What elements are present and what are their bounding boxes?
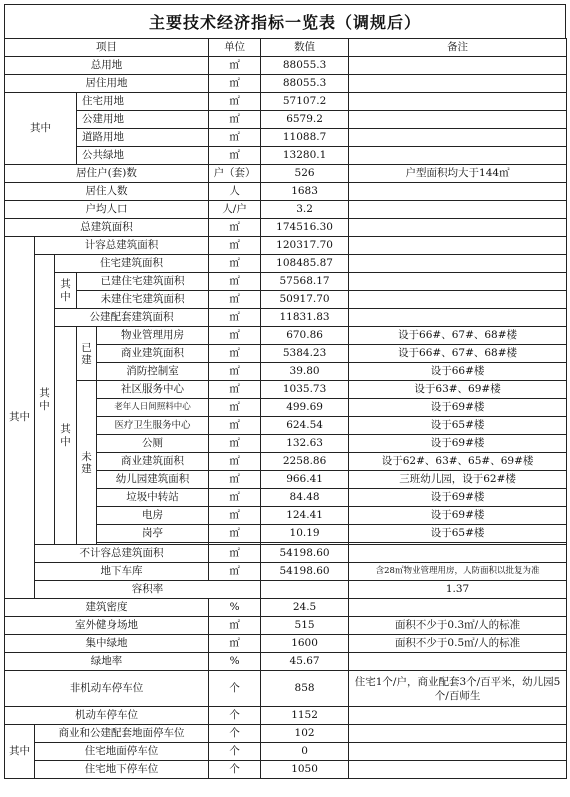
table-row: [5, 617, 567, 635]
cell-item: 商业建筑面积: [97, 345, 209, 363]
cell-value: 84.48: [261, 489, 349, 507]
header-value: 数值: [261, 39, 349, 57]
cell-unit: ㎡: [209, 147, 261, 165]
cell-value: 1683: [261, 183, 349, 201]
cell-unit: ㎡: [209, 399, 261, 417]
cell-value: 515: [261, 617, 349, 635]
header-item: 项目: [5, 39, 209, 57]
cell-unit: ㎡: [209, 435, 261, 453]
cell-value: 1152: [261, 707, 349, 725]
cell-value: 499.69: [261, 399, 349, 417]
cell-item: 商业建筑面积: [97, 453, 209, 471]
cell-note: [349, 291, 567, 309]
cell-item: 老年人日间照料中心: [97, 399, 209, 417]
cell-note: [349, 111, 567, 129]
cell-note: [349, 129, 567, 147]
cell-note: 含28㎡物业管理用房，人防面积以批复为准: [349, 563, 567, 581]
cell-value: 624.54: [261, 417, 349, 435]
cell-unit: 个: [209, 671, 261, 707]
cell-note: [349, 57, 567, 75]
cell-item: 住宅地下停车位: [35, 761, 209, 779]
cell-unit: ㎡: [209, 507, 261, 525]
cell-value: 13280.1: [261, 147, 349, 165]
table-row: [5, 671, 567, 707]
cell-item: 机动车停车位: [5, 707, 209, 725]
table-row: [5, 635, 567, 653]
cell-value: 108485.87: [261, 255, 349, 273]
cell-item: 公建用地: [77, 111, 209, 129]
cell-value: 45.67: [261, 653, 349, 671]
table-row: [5, 93, 567, 111]
cell-unit: ㎡: [209, 327, 261, 345]
cell-unit: ㎡: [209, 363, 261, 381]
cell-item: 计容总建筑面积: [35, 237, 209, 255]
cell-note: [349, 183, 567, 201]
cell-note: [349, 309, 567, 327]
cell-value: 0: [261, 743, 349, 761]
table-row: [5, 563, 567, 581]
cell-note: [349, 725, 567, 743]
cell-note: 设于62#、63#、65#、69#楼: [349, 453, 567, 471]
cell-item: 消防控制室: [97, 363, 209, 381]
cell-note: 设于63#、69#楼: [349, 381, 567, 399]
cell-item: 室外健身场地: [5, 617, 209, 635]
table-row: [5, 381, 567, 399]
cell-value: 57107.2: [261, 93, 349, 111]
cell-value: 858: [261, 671, 349, 707]
cell-unit: ㎡: [209, 635, 261, 653]
cell-item: 总建筑面积: [5, 219, 209, 237]
cell-unit: ㎡: [209, 525, 261, 543]
cell-note: 设于66#、67#、68#楼: [349, 327, 567, 345]
cell-note: 三班幼儿园，设于62#楼: [349, 471, 567, 489]
cell-note: 面积不少于0.3㎡/人的标准: [349, 617, 567, 635]
cell-item: 非机动车停车位: [5, 671, 209, 707]
table-row: [5, 725, 567, 743]
cell-item: 商业和公建配套地面停车位: [35, 725, 209, 743]
cell-item: 容积率: [35, 581, 261, 599]
cell-value: 88055.3: [261, 75, 349, 93]
group-label-qizhong-parking: 其中: [5, 725, 35, 779]
table-row: [5, 183, 567, 201]
cell-unit: 人: [209, 183, 261, 201]
cell-unit: ㎡: [209, 129, 261, 147]
cell-note: 设于69#楼: [349, 489, 567, 507]
group-label-qizhong-res: 其中: [55, 273, 77, 309]
cell-note: 户型面积均大于144㎡: [349, 165, 567, 183]
cell-unit: ㎡: [209, 417, 261, 435]
cell-value: 124.41: [261, 507, 349, 525]
group-label-qizhong-floor: 其中: [35, 255, 55, 545]
cell-item: 地下车库: [35, 563, 209, 581]
cell-unit: ㎡: [209, 57, 261, 75]
cell-unit: 个: [209, 725, 261, 743]
cell-value: 6579.2: [261, 111, 349, 129]
cell-value: 966.41: [261, 471, 349, 489]
cell-value: 526: [261, 165, 349, 183]
cell-note: 设于66#、67#、68#楼: [349, 345, 567, 363]
cell-note: 设于69#楼: [349, 507, 567, 525]
table-row: [5, 129, 567, 147]
cell-item: 垃圾中转站: [97, 489, 209, 507]
cell-note: 面积不少于0.5㎡/人的标准: [349, 635, 567, 653]
cell-value: 2258.86: [261, 453, 349, 471]
cell-value: 670.86: [261, 327, 349, 345]
cell-item: 道路用地: [77, 129, 209, 147]
cell-item: 公厕: [97, 435, 209, 453]
cell-value: 3.2: [261, 201, 349, 219]
table-row: [5, 165, 567, 183]
cell-unit: ㎡: [209, 111, 261, 129]
cell-item: 居住户(套)数: [5, 165, 209, 183]
cell-value: 54198.60: [261, 563, 349, 581]
cell-value: 1.37: [349, 581, 567, 599]
cell-item: 公建配套建筑面积: [55, 309, 209, 327]
cell-note: [349, 147, 567, 165]
cell-note: 设于66#楼: [349, 363, 567, 381]
table-row: [5, 273, 567, 291]
cell-value: 11831.83: [261, 309, 349, 327]
table-row: [5, 545, 567, 563]
cell-value: 50917.70: [261, 291, 349, 309]
cell-unit: ㎡: [209, 291, 261, 309]
cell-item: 住宅地面停车位: [35, 743, 209, 761]
cell-unit: ㎡: [209, 255, 261, 273]
cell-value: 102: [261, 725, 349, 743]
cell-value: 1035.73: [261, 381, 349, 399]
cell-item: 总用地: [5, 57, 209, 75]
table-row: [5, 219, 567, 237]
table-row: [5, 201, 567, 219]
cell-item: 岗亭: [97, 525, 209, 543]
cell-value: 1600: [261, 635, 349, 653]
header-row: [5, 39, 567, 57]
group-label-built: 已建: [77, 327, 97, 381]
cell-item: 公共绿地: [77, 147, 209, 165]
cell-note: [349, 237, 567, 255]
cell-unit: [261, 581, 349, 599]
group-label-unbuilt: 未建: [77, 381, 97, 545]
cell-unit: ㎡: [209, 345, 261, 363]
cell-value: 11088.7: [261, 129, 349, 147]
cell-note: [349, 255, 567, 273]
cell-item: 医疗卫生服务中心: [97, 417, 209, 435]
cell-unit: ㎡: [209, 545, 261, 563]
cell-item: 户均人口: [5, 201, 209, 219]
cell-note: [349, 707, 567, 725]
cell-value: 88055.3: [261, 57, 349, 75]
cell-unit: ㎡: [209, 381, 261, 399]
cell-unit: ㎡: [209, 237, 261, 255]
cell-note: [349, 545, 567, 563]
cell-note: 设于69#楼: [349, 399, 567, 417]
cell-value: 10.19: [261, 525, 349, 543]
cell-item: 物业管理用房: [97, 327, 209, 345]
cell-unit: ㎡: [209, 219, 261, 237]
cell-item: 居住人数: [5, 183, 209, 201]
cell-unit: ㎡: [209, 453, 261, 471]
table-row: [5, 327, 567, 345]
group-label-qizhong-outer: 其中: [5, 237, 35, 599]
cell-unit: 个: [209, 743, 261, 761]
table-row: [5, 309, 567, 327]
cell-item: 住宅建筑面积: [55, 255, 209, 273]
cell-item: 未建住宅建筑面积: [77, 291, 209, 309]
cell-unit: 户（套）: [209, 165, 261, 183]
cell-unit: ㎡: [209, 273, 261, 291]
table-row: [5, 761, 567, 779]
cell-unit: 个: [209, 761, 261, 779]
cell-unit: ㎡: [209, 309, 261, 327]
cell-item: 电房: [97, 507, 209, 525]
table-row: [5, 255, 567, 273]
table-title: 主要技术经济指标一览表（调规后）: [4, 4, 566, 38]
cell-note: [349, 93, 567, 111]
cell-item: 住宅用地: [77, 93, 209, 111]
indicator-table-document: [4, 4, 566, 779]
cell-note: [349, 201, 567, 219]
cell-value: 57568.17: [261, 273, 349, 291]
cell-value: 132.63: [261, 435, 349, 453]
cell-item: 已建住宅建筑面积: [77, 273, 209, 291]
table-row: [5, 111, 567, 129]
cell-note: 住宅1个/户，商业配套3个/百平米，幼儿园5个/百师生: [349, 671, 567, 707]
header-note: 备注: [349, 39, 567, 57]
table-row: [5, 57, 567, 75]
cell-item: 居住用地: [5, 75, 209, 93]
indicator-table: [4, 38, 567, 779]
cell-note: 设于65#楼: [349, 417, 567, 435]
cell-unit: ㎡: [209, 617, 261, 635]
cell-unit: 个: [209, 707, 261, 725]
table-row: [5, 237, 567, 255]
table-row: [5, 653, 567, 671]
cell-item: 幼儿园建筑面积: [97, 471, 209, 489]
cell-value: 174516.30: [261, 219, 349, 237]
cell-unit: ㎡: [209, 471, 261, 489]
table-row: [5, 291, 567, 309]
cell-unit: %: [209, 599, 261, 617]
cell-value: 39.80: [261, 363, 349, 381]
group-label-qizhong-public: 其中: [55, 327, 77, 545]
cell-note: [349, 219, 567, 237]
cell-unit: ㎡: [209, 93, 261, 111]
cell-note: 设于65#楼: [349, 525, 567, 543]
cell-unit: ㎡: [209, 563, 261, 581]
cell-note: [349, 653, 567, 671]
table-row: [5, 75, 567, 93]
group-label-qizhong: 其中: [5, 93, 77, 165]
cell-item: 建筑密度: [5, 599, 209, 617]
cell-note: [349, 743, 567, 761]
header-unit: 单位: [209, 39, 261, 57]
cell-note: [349, 599, 567, 617]
cell-value: 5384.23: [261, 345, 349, 363]
table-row: [5, 707, 567, 725]
table-row: [5, 599, 567, 617]
cell-unit: 人/户: [209, 201, 261, 219]
table-row: [5, 147, 567, 165]
cell-item: 社区服务中心: [97, 381, 209, 399]
table-row: [5, 743, 567, 761]
cell-unit: ㎡: [209, 75, 261, 93]
cell-unit: %: [209, 653, 261, 671]
cell-note: [349, 761, 567, 779]
cell-note: [349, 273, 567, 291]
cell-note: [349, 75, 567, 93]
cell-item: 集中绿地: [5, 635, 209, 653]
cell-value: 1050: [261, 761, 349, 779]
cell-value: 54198.60: [261, 545, 349, 563]
cell-note: 设于69#楼: [349, 435, 567, 453]
cell-value: 120317.70: [261, 237, 349, 255]
cell-item: 不计容总建筑面积: [35, 545, 209, 563]
cell-unit: ㎡: [209, 489, 261, 507]
table-row: [5, 581, 567, 599]
cell-value: 24.5: [261, 599, 349, 617]
cell-item: 绿地率: [5, 653, 209, 671]
